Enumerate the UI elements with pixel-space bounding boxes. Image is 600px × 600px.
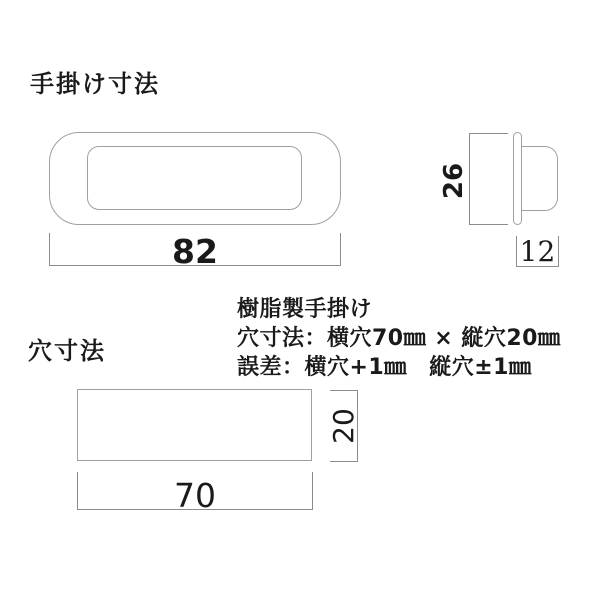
handle-section-title: 手掛け寸法 [30,70,160,98]
handle-side-view-flange [513,132,522,225]
dimension-hole-width [77,472,313,515]
spec-text-block [237,295,560,382]
spec-tolerance: 誤差：横穴+1㎜ 縦穴±1㎜ [237,355,532,380]
dimension-hole-width-value: 70 [174,476,216,515]
dimension-handle-depth-value: 12 [519,235,556,268]
handle-front-view-inner-opening [87,146,302,210]
dimension-handle-height [439,133,508,225]
dimension-hole-height-value: 20 [327,408,360,444]
spec-hole-size: 穴寸法：横穴70㎜ × 縦穴20㎜ [237,326,561,351]
handle-side-view-body [521,146,558,211]
dimension-handle-width [49,232,341,271]
dimension-hole-height [327,390,360,462]
hole-section-title: 穴寸法 [28,337,106,365]
dimension-handle-height-value: 26 [439,162,469,200]
hole-cutout-outline [77,389,312,461]
dimension-handle-depth [516,236,559,267]
spec-product-name: 樹脂製手掛け [237,297,373,322]
dimension-handle-width-value: 82 [172,232,218,271]
